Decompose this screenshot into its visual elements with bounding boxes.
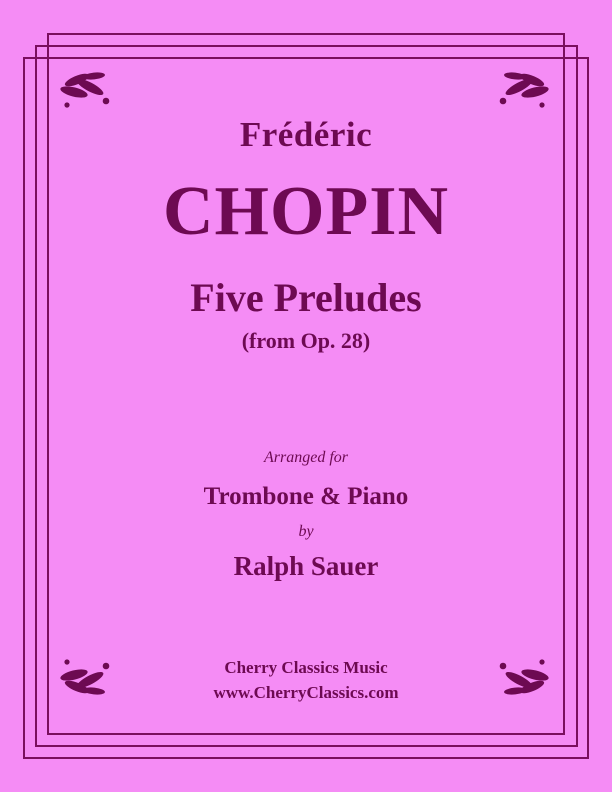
- arranged-for-label: Arranged for: [264, 449, 348, 466]
- work-subtitle: (from Op. 28): [241, 328, 371, 353]
- arranger-name: Ralph Sauer: [233, 551, 379, 581]
- publisher-name: Cherry Classics Music: [224, 658, 388, 677]
- by-label: by: [298, 523, 314, 540]
- publisher-url[interactable]: www.CherryClassics.com: [213, 682, 399, 702]
- instrumentation: Trombone & Piano: [203, 483, 409, 510]
- publisher-block: [0, 656, 612, 705]
- composer-first-name: Frédéric: [239, 115, 373, 154]
- composer-last-name: CHOPIN: [163, 172, 449, 250]
- work-title: Five Preludes: [190, 275, 422, 320]
